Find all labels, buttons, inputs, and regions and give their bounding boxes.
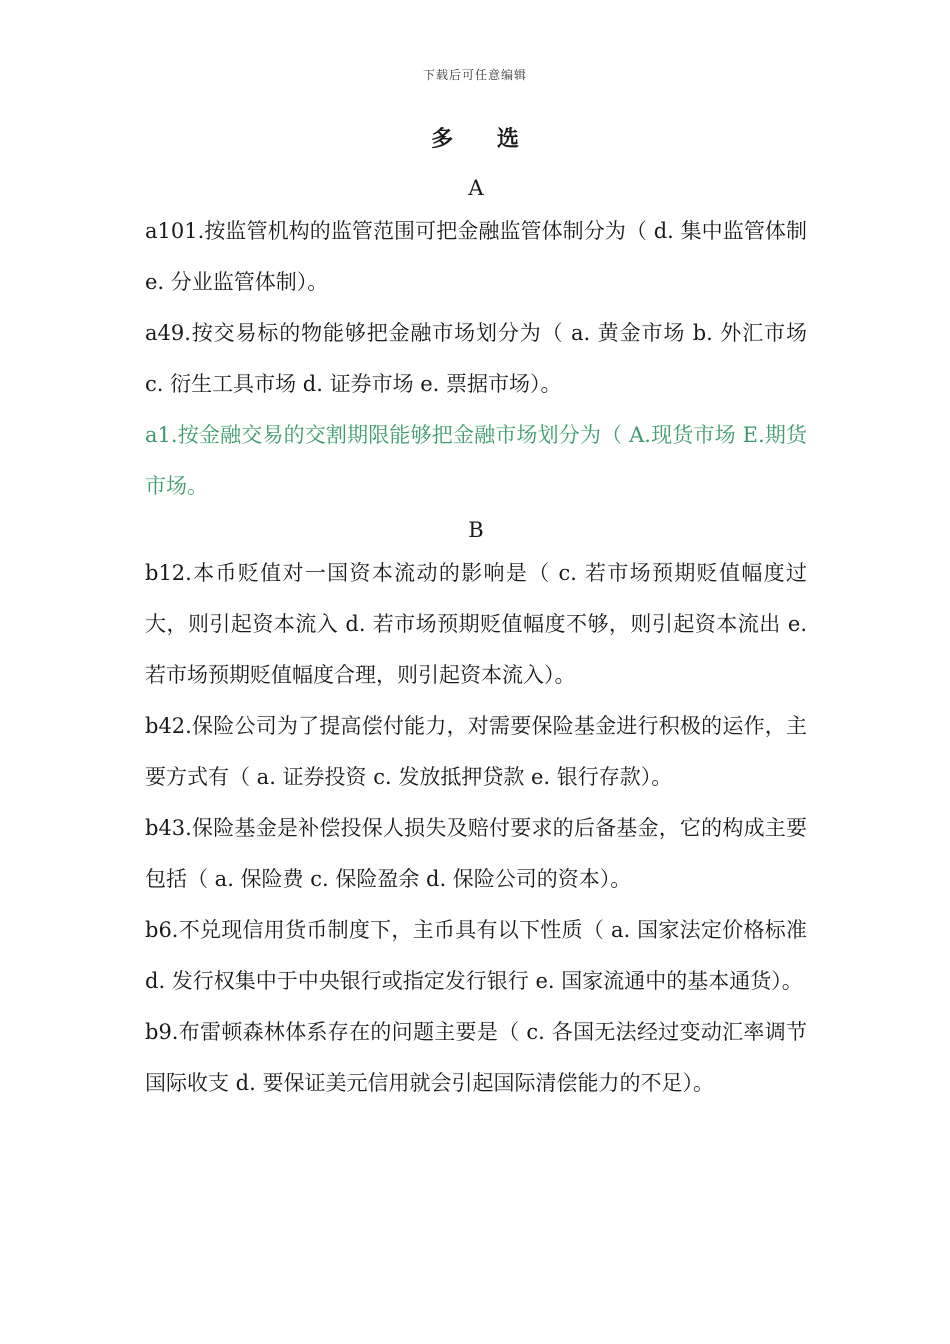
question-b43: b43.保险基金是补偿投保人损失及赔付要求的后备基金，它的构成主要包括（ a. 保险费 c. 保险盈余 d. 保险公司的资本）。	[145, 816, 807, 891]
section-heading-a: A	[468, 176, 484, 200]
question-a49: a49.按交易标的物能够把金融市场划分为（ a. 黄金市场 b. 外汇市场 c. 衍生工具市场 d. 证券市场 e. 票据市场）。	[145, 321, 807, 396]
page-title: 多 选	[431, 126, 537, 152]
question-b42: b42.保险公司为了提高偿付能力，对需要保险基金进行积极的运作，主要方式有（ a. 证券投资 c. 发放抵押贷款 e. 银行存款）。	[145, 714, 807, 789]
document-body	[145, 170, 807, 1109]
section-heading-b: B	[468, 518, 484, 542]
question-a101: a101.按监管机构的监管范围可把金融监管体制分为（ d. 集中监管体制 e. 分业监管体制）。	[145, 219, 807, 294]
question-a1: a1.按金融交易的交割期限能够把金融市场划分为（ A.现货市场 E.期货市场。	[145, 423, 807, 498]
question-b6: b6.不兑现信用货币制度下，主币具有以下性质（ a. 国家法定价格标准 d. 发行权集中于中央银行或指定发行银行 e. 国家流通中的基本通货）。	[145, 918, 807, 993]
question-b12: b12.本币贬值对一国资本流动的影响是（ c. 若市场预期贬值幅度过大，则引起资本流入 d. 若市场预期贬值幅度不够，则引起资本流出 e. 若市场预期贬值幅度合理，则引起资本流入）。	[145, 561, 807, 687]
question-b9: b9.布雷顿森林体系存在的问题主要是（ c. 各国无法经过变动汇率调节国际收支 d. 要保证美元信用就会引起国际清偿能力的不足）。	[145, 1020, 807, 1095]
page-header-note: 下载后可任意编辑	[422, 68, 527, 82]
